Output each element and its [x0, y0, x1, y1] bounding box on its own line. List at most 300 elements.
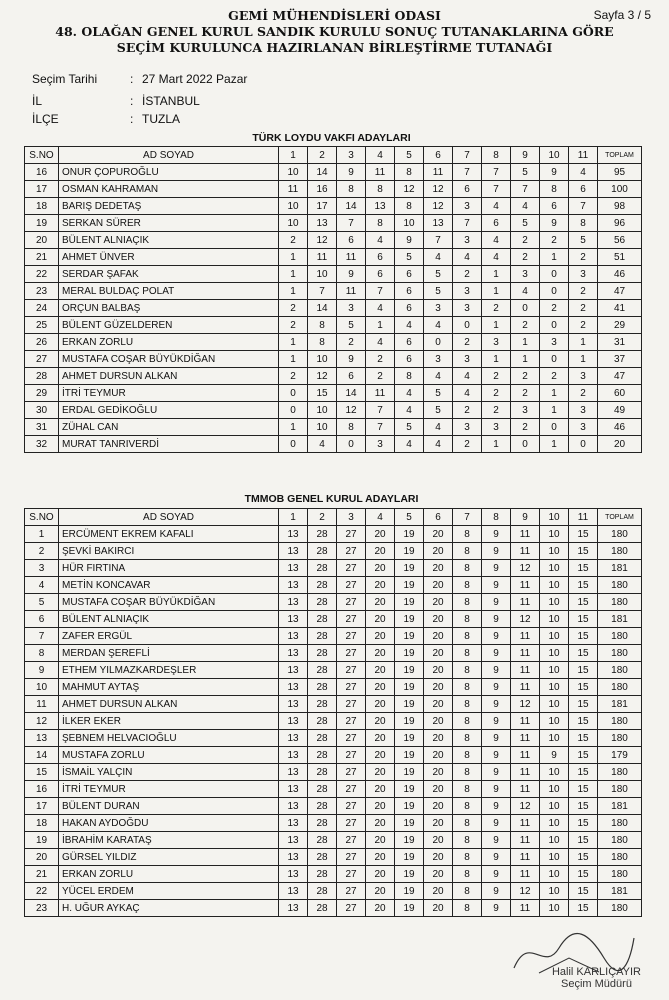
cell-vote: 9 [482, 543, 511, 560]
cell-vote: 9 [482, 560, 511, 577]
col-header-box: 9 [511, 509, 540, 526]
cell-vote: 1 [482, 436, 511, 453]
cell-vote: 27 [337, 628, 366, 645]
cell-name: İSMAİL YALÇIN [59, 764, 279, 781]
cell-vote: 0 [569, 436, 598, 453]
header-row [25, 509, 642, 526]
cell-name: ONUR ÇOPUROĞLU [59, 164, 279, 181]
cell-vote: 13 [279, 645, 308, 662]
cell-vote: 4 [453, 249, 482, 266]
cell-vote: 27 [337, 747, 366, 764]
cell-vote: 13 [279, 696, 308, 713]
cell-vote: 0 [540, 351, 569, 368]
cell-total: 47 [598, 283, 642, 300]
cell-vote: 9 [482, 798, 511, 815]
cell-vote: 2 [511, 419, 540, 436]
cell-vote: 13 [424, 215, 453, 232]
cell-vote: 28 [308, 577, 337, 594]
cell-vote: 15 [569, 696, 598, 713]
cell-total: 180 [598, 645, 642, 662]
cell-vote: 13 [279, 815, 308, 832]
cell-vote: 8 [540, 181, 569, 198]
table-row [25, 815, 642, 832]
cell-vote: 10 [540, 645, 569, 662]
cell-vote: 11 [511, 866, 540, 883]
cell-total: 181 [598, 611, 642, 628]
cell-vote: 4 [366, 300, 395, 317]
cell-vote: 10 [540, 594, 569, 611]
table-row [25, 402, 642, 419]
cell-vote: 9 [482, 713, 511, 730]
cell-vote: 15 [569, 577, 598, 594]
cell-vote: 9 [482, 696, 511, 713]
cell-vote: 5 [424, 385, 453, 402]
cell-vote: 27 [337, 594, 366, 611]
cell-vote: 20 [366, 849, 395, 866]
cell-vote: 11 [511, 781, 540, 798]
cell-vote: 20 [424, 594, 453, 611]
cell-vote: 27 [337, 832, 366, 849]
cell-vote: 3 [511, 402, 540, 419]
turk-loydu-table [24, 146, 642, 453]
page-number: Sayfa 3 / 5 [593, 8, 651, 22]
cell-vote: 11 [511, 815, 540, 832]
cell-total: 180 [598, 543, 642, 560]
cell-name: ERCÜMENT EKREM KAFALI [59, 526, 279, 543]
cell-vote: 1 [540, 385, 569, 402]
cell-vote: 28 [308, 594, 337, 611]
cell-vote: 20 [424, 764, 453, 781]
cell-vote: 2 [453, 266, 482, 283]
cell-vote: 13 [279, 730, 308, 747]
report-subtitle: SEÇİM KURULUNCA HAZIRLANAN BİRLEŞTİRME TUTANAĞI [116, 40, 553, 55]
table-row [25, 611, 642, 628]
cell-vote: 3 [424, 300, 453, 317]
cell-vote: 9 [337, 351, 366, 368]
cell-no: 23 [25, 900, 59, 917]
cell-vote: 6 [453, 181, 482, 198]
cell-vote: 1 [366, 317, 395, 334]
cell-vote: 3 [569, 266, 598, 283]
cell-vote: 13 [279, 900, 308, 917]
col-header-box: 2 [308, 147, 337, 164]
cell-vote: 3 [540, 334, 569, 351]
cell-vote: 2 [511, 249, 540, 266]
cell-vote: 4 [424, 436, 453, 453]
cell-vote: 10 [279, 198, 308, 215]
cell-vote: 10 [540, 543, 569, 560]
cell-vote: 15 [569, 645, 598, 662]
cell-no: 21 [25, 249, 59, 266]
cell-vote: 11 [511, 679, 540, 696]
table-row [25, 679, 642, 696]
cell-vote: 20 [366, 611, 395, 628]
cell-vote: 7 [308, 283, 337, 300]
cell-vote: 20 [424, 747, 453, 764]
cell-vote: 15 [569, 798, 598, 815]
cell-vote: 15 [308, 385, 337, 402]
cell-vote: 10 [279, 215, 308, 232]
cell-vote: 15 [569, 900, 598, 917]
cell-vote: 2 [540, 300, 569, 317]
cell-vote: 15 [569, 543, 598, 560]
cell-name: İLKER EKER [59, 713, 279, 730]
cell-vote: 4 [453, 368, 482, 385]
cell-vote: 1 [482, 317, 511, 334]
cell-vote: 9 [482, 679, 511, 696]
table-row [25, 232, 642, 249]
cell-vote: 8 [453, 781, 482, 798]
cell-vote: 0 [453, 317, 482, 334]
cell-name: İBRAHİM KARATAŞ [59, 832, 279, 849]
cell-no: 5 [25, 594, 59, 611]
cell-vote: 20 [366, 628, 395, 645]
table-row [25, 866, 642, 883]
cell-vote: 19 [395, 713, 424, 730]
cell-vote: 2 [569, 283, 598, 300]
cell-vote: 4 [569, 164, 598, 181]
cell-vote: 8 [453, 883, 482, 900]
cell-vote: 1 [279, 249, 308, 266]
col-header-no: S.NO [25, 509, 59, 526]
table-row [25, 164, 642, 181]
table-row [25, 249, 642, 266]
cell-total: 95 [598, 164, 642, 181]
cell-vote: 27 [337, 866, 366, 883]
cell-vote: 0 [511, 436, 540, 453]
cell-vote: 7 [366, 283, 395, 300]
cell-vote: 15 [569, 679, 598, 696]
cell-vote: 2 [337, 334, 366, 351]
cell-vote: 3 [453, 232, 482, 249]
cell-vote: 10 [540, 883, 569, 900]
cell-vote: 12 [511, 560, 540, 577]
cell-vote: 8 [395, 164, 424, 181]
cell-no: 12 [25, 713, 59, 730]
cell-vote: 7 [569, 198, 598, 215]
cell-vote: 8 [395, 198, 424, 215]
cell-name: YÜCEL ERDEM [59, 883, 279, 900]
cell-name: ZÜHAL CAN [59, 419, 279, 436]
cell-name: OSMAN KAHRAMAN [59, 181, 279, 198]
cell-vote: 8 [308, 317, 337, 334]
cell-vote: 2 [511, 385, 540, 402]
signature-title: Seçim Müdürü [561, 978, 632, 990]
cell-no: 10 [25, 679, 59, 696]
cell-vote: 27 [337, 560, 366, 577]
cell-vote: 10 [540, 628, 569, 645]
cell-vote: 14 [337, 385, 366, 402]
cell-vote: 28 [308, 849, 337, 866]
meta-il [32, 94, 200, 108]
cell-vote: 14 [337, 198, 366, 215]
cell-vote: 6 [366, 266, 395, 283]
cell-vote: 3 [569, 419, 598, 436]
cell-vote: 12 [424, 181, 453, 198]
cell-vote: 19 [395, 730, 424, 747]
cell-vote: 9 [482, 628, 511, 645]
cell-vote: 11 [366, 385, 395, 402]
cell-vote: 8 [453, 662, 482, 679]
cell-vote: 9 [482, 832, 511, 849]
cell-total: 98 [598, 198, 642, 215]
cell-vote: 1 [279, 351, 308, 368]
col-header-box: 11 [569, 147, 598, 164]
cell-vote: 10 [540, 866, 569, 883]
cell-vote: 27 [337, 645, 366, 662]
cell-vote: 7 [453, 215, 482, 232]
signature-block [552, 966, 641, 990]
cell-vote: 12 [511, 696, 540, 713]
cell-vote: 11 [511, 526, 540, 543]
cell-vote: 8 [453, 577, 482, 594]
cell-no: 28 [25, 368, 59, 385]
cell-vote: 15 [569, 526, 598, 543]
cell-vote: 13 [279, 883, 308, 900]
cell-vote: 15 [569, 781, 598, 798]
cell-vote: 28 [308, 560, 337, 577]
cell-vote: 4 [395, 402, 424, 419]
cell-total: 47 [598, 368, 642, 385]
cell-vote: 8 [453, 730, 482, 747]
cell-vote: 28 [308, 696, 337, 713]
meta-date [32, 72, 247, 86]
cell-vote: 20 [366, 764, 395, 781]
cell-vote: 28 [308, 900, 337, 917]
cell-vote: 3 [453, 419, 482, 436]
cell-total: 46 [598, 419, 642, 436]
cell-vote: 3 [453, 351, 482, 368]
cell-vote: 1 [540, 249, 569, 266]
meta-il-label: İL [32, 94, 43, 108]
col-header-box: 4 [366, 147, 395, 164]
cell-vote: 8 [453, 645, 482, 662]
cell-name: ERDAL GEDİKOĞLU [59, 402, 279, 419]
cell-vote: 15 [569, 713, 598, 730]
cell-no: 17 [25, 181, 59, 198]
table-row [25, 713, 642, 730]
cell-vote: 19 [395, 832, 424, 849]
cell-vote: 3 [482, 334, 511, 351]
cell-vote: 12 [308, 368, 337, 385]
cell-vote: 4 [482, 198, 511, 215]
cell-vote: 2 [540, 368, 569, 385]
cell-total: 180 [598, 628, 642, 645]
cell-vote: 13 [279, 543, 308, 560]
cell-vote: 5 [337, 317, 366, 334]
cell-vote: 7 [453, 164, 482, 181]
cell-vote: 4 [395, 385, 424, 402]
cell-name: AHMET DURSUN ALKAN [59, 368, 279, 385]
table-row [25, 883, 642, 900]
cell-vote: 8 [337, 419, 366, 436]
cell-vote: 10 [540, 900, 569, 917]
cell-vote: 8 [453, 594, 482, 611]
cell-no: 2 [25, 543, 59, 560]
cell-total: 180 [598, 764, 642, 781]
cell-vote: 2 [569, 317, 598, 334]
cell-name: SERKAN SÜRER [59, 215, 279, 232]
cell-vote: 10 [540, 849, 569, 866]
cell-vote: 9 [482, 747, 511, 764]
cell-vote: 10 [540, 815, 569, 832]
cell-vote: 6 [395, 351, 424, 368]
cell-vote: 9 [482, 526, 511, 543]
cell-vote: 1 [569, 334, 598, 351]
cell-vote: 20 [366, 713, 395, 730]
cell-vote: 28 [308, 628, 337, 645]
cell-vote: 6 [366, 249, 395, 266]
cell-vote: 27 [337, 662, 366, 679]
cell-vote: 7 [366, 419, 395, 436]
cell-vote: 2 [279, 300, 308, 317]
cell-vote: 20 [424, 662, 453, 679]
cell-vote: 20 [424, 696, 453, 713]
cell-vote: 7 [482, 181, 511, 198]
cell-vote: 13 [279, 628, 308, 645]
cell-vote: 6 [337, 368, 366, 385]
cell-vote: 2 [511, 232, 540, 249]
cell-vote: 9 [540, 164, 569, 181]
cell-total: 51 [598, 249, 642, 266]
table-row [25, 385, 642, 402]
cell-vote: 20 [424, 560, 453, 577]
cell-vote: 2 [511, 317, 540, 334]
cell-vote: 2 [482, 402, 511, 419]
cell-vote: 4 [511, 283, 540, 300]
cell-vote: 13 [279, 832, 308, 849]
meta-date-label: Seçim Tarihi [32, 72, 98, 86]
cell-vote: 8 [453, 815, 482, 832]
cell-vote: 13 [279, 713, 308, 730]
col-header-total: TOPLAM [598, 147, 642, 164]
cell-vote: 10 [540, 696, 569, 713]
cell-vote: 2 [569, 249, 598, 266]
col-header-box: 5 [395, 147, 424, 164]
cell-vote: 20 [366, 577, 395, 594]
cell-vote: 27 [337, 526, 366, 543]
cell-vote: 8 [366, 181, 395, 198]
table-row [25, 764, 642, 781]
cell-no: 20 [25, 232, 59, 249]
cell-no: 1 [25, 526, 59, 543]
cell-vote: 8 [308, 334, 337, 351]
meta-ilce-label: İLÇE [32, 112, 59, 126]
cell-vote: 28 [308, 747, 337, 764]
cell-vote: 28 [308, 866, 337, 883]
cell-vote: 9 [482, 866, 511, 883]
cell-vote: 19 [395, 611, 424, 628]
cell-vote: 10 [540, 526, 569, 543]
cell-vote: 8 [453, 628, 482, 645]
table-row [25, 645, 642, 662]
cell-vote: 27 [337, 798, 366, 815]
cell-name: İTRİ TEYMUR [59, 781, 279, 798]
cell-vote: 8 [453, 832, 482, 849]
cell-total: 20 [598, 436, 642, 453]
cell-vote: 19 [395, 764, 424, 781]
cell-no: 22 [25, 883, 59, 900]
cell-total: 180 [598, 832, 642, 849]
cell-vote: 27 [337, 713, 366, 730]
cell-vote: 9 [482, 883, 511, 900]
cell-vote: 20 [424, 679, 453, 696]
cell-vote: 11 [511, 713, 540, 730]
cell-vote: 3 [569, 402, 598, 419]
cell-vote: 8 [453, 866, 482, 883]
cell-name: MUSTAFA COŞAR BÜYÜKDİĞAN [59, 351, 279, 368]
cell-total: 180 [598, 900, 642, 917]
cell-vote: 20 [424, 543, 453, 560]
cell-vote: 13 [279, 781, 308, 798]
cell-vote: 2 [569, 385, 598, 402]
cell-vote: 20 [424, 866, 453, 883]
cell-vote: 27 [337, 764, 366, 781]
cell-vote: 0 [279, 402, 308, 419]
cell-vote: 2 [366, 368, 395, 385]
cell-total: 180 [598, 781, 642, 798]
cell-vote: 8 [453, 611, 482, 628]
cell-vote: 20 [366, 696, 395, 713]
cell-total: 179 [598, 747, 642, 764]
table-row [25, 696, 642, 713]
cell-total: 180 [598, 526, 642, 543]
cell-vote: 8 [453, 747, 482, 764]
cell-total: 96 [598, 215, 642, 232]
cell-no: 18 [25, 198, 59, 215]
meta-colon: : [130, 112, 134, 126]
cell-vote: 3 [453, 283, 482, 300]
cell-vote: 0 [279, 436, 308, 453]
cell-vote: 13 [279, 662, 308, 679]
cell-no: 30 [25, 402, 59, 419]
cell-vote: 14 [308, 300, 337, 317]
cell-vote: 11 [511, 645, 540, 662]
cell-vote: 27 [337, 730, 366, 747]
org-title: GEMİ MÜHENDİSLERİ ODASI [228, 8, 441, 23]
table-row [25, 900, 642, 917]
col-header-box: 7 [453, 147, 482, 164]
col-header-name: AD SOYAD [59, 509, 279, 526]
cell-no: 27 [25, 351, 59, 368]
cell-vote: 15 [569, 662, 598, 679]
cell-name: MURAT TANRIVERDİ [59, 436, 279, 453]
cell-name: MUSTAFA ZORLU [59, 747, 279, 764]
cell-vote: 19 [395, 866, 424, 883]
cell-vote: 9 [395, 232, 424, 249]
cell-vote: 7 [482, 164, 511, 181]
cell-vote: 19 [395, 594, 424, 611]
cell-vote: 11 [511, 747, 540, 764]
col-header-box: 5 [395, 509, 424, 526]
cell-name: ŞEVKİ BAKIRCI [59, 543, 279, 560]
cell-no: 22 [25, 266, 59, 283]
cell-vote: 12 [308, 232, 337, 249]
cell-total: 180 [598, 730, 642, 747]
table-row [25, 266, 642, 283]
col-header-total: TOPLAM [598, 509, 642, 526]
cell-vote: 19 [395, 696, 424, 713]
col-header-box: 3 [337, 509, 366, 526]
meta-date-value: 27 Mart 2022 Pazar [142, 72, 248, 86]
cell-vote: 15 [569, 560, 598, 577]
cell-name: AHMET DURSUN ALKAN [59, 696, 279, 713]
cell-vote: 5 [395, 419, 424, 436]
col-header-box: 8 [482, 147, 511, 164]
tmmob-table [24, 508, 642, 917]
cell-vote: 27 [337, 883, 366, 900]
cell-vote: 13 [279, 679, 308, 696]
